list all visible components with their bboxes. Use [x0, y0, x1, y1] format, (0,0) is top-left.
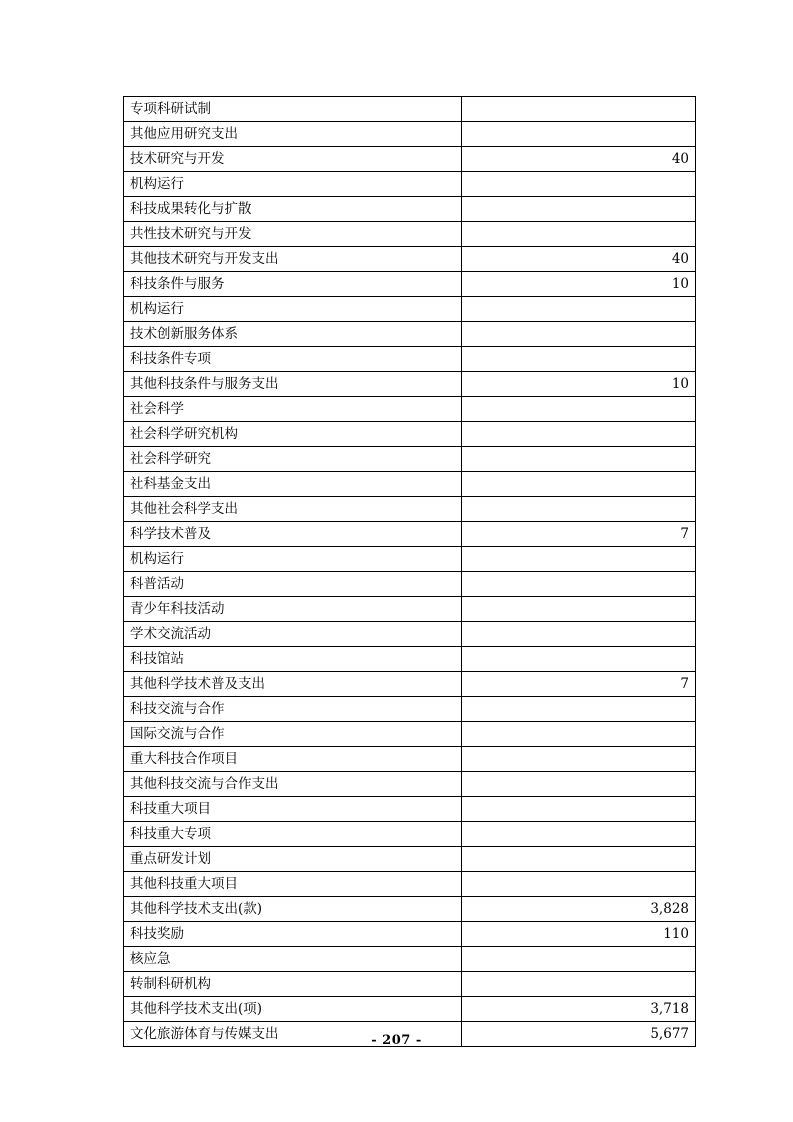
row-item-name: 文化旅游体育与传媒支出 [124, 1022, 462, 1047]
table-row [124, 247, 696, 272]
row-item-name: 科技馆站 [124, 647, 462, 672]
table-row [124, 572, 696, 597]
row-item-value: 110 [462, 922, 696, 947]
row-item-value [462, 622, 696, 647]
table-row [124, 697, 696, 722]
table-row [124, 422, 696, 447]
table-row [124, 622, 696, 647]
row-item-name: 社会科学 [124, 397, 462, 422]
row-item-name: 其他社会科学支出 [124, 497, 462, 522]
row-item-value [462, 472, 696, 497]
row-item-value [462, 222, 696, 247]
row-item-value [462, 722, 696, 747]
table-row [124, 397, 696, 422]
row-item-value [462, 572, 696, 597]
table-row [124, 172, 696, 197]
row-item-value [462, 947, 696, 972]
row-item-name: 社会科学研究 [124, 447, 462, 472]
row-item-name: 其他应用研究支出 [124, 122, 462, 147]
row-item-value [462, 447, 696, 472]
table-row [124, 147, 696, 172]
table-row [124, 947, 696, 972]
table-row [124, 372, 696, 397]
row-item-name: 共性技术研究与开发 [124, 222, 462, 247]
row-item-value [462, 847, 696, 872]
row-item-name: 科普活动 [124, 572, 462, 597]
row-item-name: 国际交流与合作 [124, 722, 462, 747]
row-item-name: 其他技术研究与开发支出 [124, 247, 462, 272]
row-item-name: 其他科学技术普及支出 [124, 672, 462, 697]
row-item-value [462, 697, 696, 722]
row-item-value: 3,828 [462, 897, 696, 922]
row-item-value [462, 322, 696, 347]
row-item-value [462, 797, 696, 822]
row-item-name: 其他科技条件与服务支出 [124, 372, 462, 397]
table-row [124, 347, 696, 372]
row-item-name: 技术创新服务体系 [124, 322, 462, 347]
table-row [124, 797, 696, 822]
row-item-value: 40 [462, 247, 696, 272]
row-item-name: 重大科技合作项目 [124, 747, 462, 772]
row-item-name: 科技条件专项 [124, 347, 462, 372]
row-item-value [462, 497, 696, 522]
row-item-name: 科技条件与服务 [124, 272, 462, 297]
row-item-value: 5,677 [462, 1022, 696, 1047]
row-item-name: 机构运行 [124, 547, 462, 572]
row-item-name: 转制科研机构 [124, 972, 462, 997]
budget-table-container [123, 96, 689, 1047]
row-item-name: 青少年科技活动 [124, 597, 462, 622]
row-item-name: 科技重大专项 [124, 822, 462, 847]
row-item-value [462, 647, 696, 672]
table-row [124, 297, 696, 322]
row-item-value [462, 597, 696, 622]
row-item-name: 科技交流与合作 [124, 697, 462, 722]
table-row [124, 922, 696, 947]
row-item-name: 机构运行 [124, 172, 462, 197]
page-number: - 207 - [371, 1033, 422, 1048]
table-row [124, 272, 696, 297]
row-item-value [462, 872, 696, 897]
row-item-value: 10 [462, 372, 696, 397]
row-item-name: 学术交流活动 [124, 622, 462, 647]
row-item-name: 机构运行 [124, 297, 462, 322]
row-item-value: 10 [462, 272, 696, 297]
row-item-value [462, 197, 696, 222]
table-row [124, 472, 696, 497]
table-row [124, 747, 696, 772]
row-item-name: 其他科学技术支出(项) [124, 997, 462, 1022]
row-item-value [462, 397, 696, 422]
table-row [124, 222, 696, 247]
table-row [124, 547, 696, 572]
row-item-value [462, 422, 696, 447]
row-item-value: 7 [462, 672, 696, 697]
row-item-value [462, 297, 696, 322]
table-row [124, 822, 696, 847]
row-item-value [462, 972, 696, 997]
row-item-value [462, 97, 696, 122]
row-item-value [462, 172, 696, 197]
row-item-name: 其他科学技术支出(款) [124, 897, 462, 922]
row-item-name: 科技成果转化与扩散 [124, 197, 462, 222]
budget-table [123, 96, 696, 1047]
table-row [124, 497, 696, 522]
table-row [124, 597, 696, 622]
table-row [124, 872, 696, 897]
table-row [124, 97, 696, 122]
row-item-value [462, 347, 696, 372]
table-row [124, 972, 696, 997]
row-item-name: 社会科学研究机构 [124, 422, 462, 447]
table-row [124, 522, 696, 547]
table-row [124, 897, 696, 922]
row-item-value [462, 772, 696, 797]
row-item-name: 其他科技交流与合作支出 [124, 772, 462, 797]
row-item-name: 其他科技重大项目 [124, 872, 462, 897]
table-row [124, 122, 696, 147]
row-item-name: 社科基金支出 [124, 472, 462, 497]
table-row [124, 722, 696, 747]
table-row [124, 322, 696, 347]
table-row [124, 772, 696, 797]
row-item-name: 重点研发计划 [124, 847, 462, 872]
row-item-name: 科学技术普及 [124, 522, 462, 547]
table-row [124, 847, 696, 872]
row-item-name: 科技重大项目 [124, 797, 462, 822]
table-row [124, 197, 696, 222]
row-item-name: 技术研究与开发 [124, 147, 462, 172]
row-item-name: 科技奖励 [124, 922, 462, 947]
table-row [124, 997, 696, 1022]
row-item-value [462, 547, 696, 572]
row-item-value [462, 747, 696, 772]
row-item-value [462, 822, 696, 847]
row-item-name: 核应急 [124, 947, 462, 972]
row-item-value: 3,718 [462, 997, 696, 1022]
table-row [124, 672, 696, 697]
budget-table-body [124, 97, 696, 1047]
table-row [124, 647, 696, 672]
table-row [124, 447, 696, 472]
row-item-name: 专项科研试制 [124, 97, 462, 122]
row-item-value: 7 [462, 522, 696, 547]
row-item-value: 40 [462, 147, 696, 172]
row-item-value [462, 122, 696, 147]
